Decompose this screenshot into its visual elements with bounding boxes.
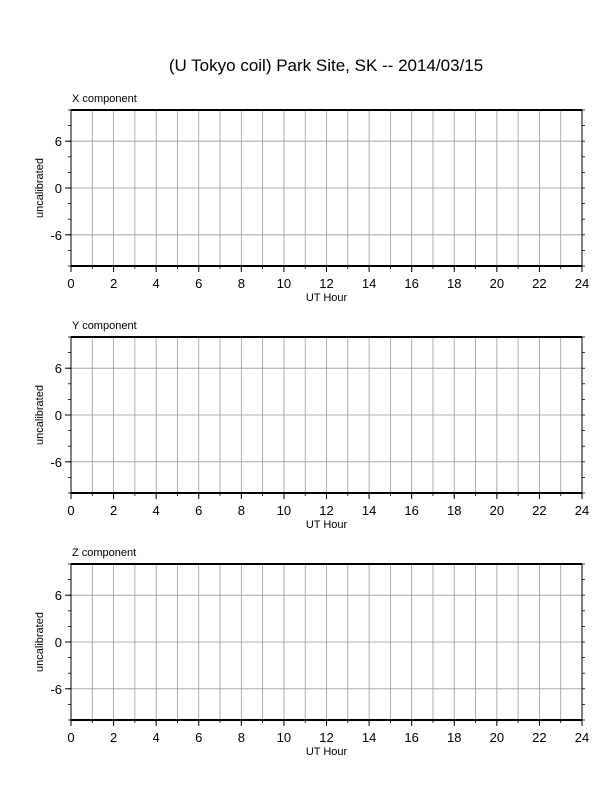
y-tick-label: 0 bbox=[54, 181, 62, 196]
x-tick-label: 12 bbox=[319, 503, 334, 518]
x-tick-label: 22 bbox=[532, 276, 547, 291]
y-tick-label: 6 bbox=[54, 588, 62, 604]
x-tick-label: 24 bbox=[574, 276, 590, 291]
y-axis-label: uncalibrated bbox=[34, 158, 46, 218]
chart-panel-0 bbox=[34, 93, 589, 304]
panel-title: Y component bbox=[72, 320, 137, 332]
x-tick-label: 20 bbox=[489, 276, 505, 291]
y-tick-label: -6 bbox=[50, 227, 62, 243]
x-tick-label: 22 bbox=[532, 503, 547, 518]
x-tick-label: 10 bbox=[276, 503, 292, 518]
x-tick-label: 8 bbox=[237, 276, 245, 291]
x-tick-label: 22 bbox=[532, 730, 547, 745]
x-tick-label: 12 bbox=[319, 276, 334, 291]
x-axis-label: UT Hour bbox=[305, 746, 348, 758]
x-axis-label: UT Hour bbox=[305, 519, 348, 531]
chart-panel-2 bbox=[34, 547, 589, 758]
x-tick-label: 0 bbox=[67, 503, 75, 518]
x-tick-label: 6 bbox=[195, 276, 203, 291]
x-tick-label: 14 bbox=[361, 503, 377, 518]
y-tick-label: 6 bbox=[54, 361, 62, 377]
x-tick-label: 6 bbox=[195, 730, 203, 745]
x-tick-label: 14 bbox=[361, 730, 377, 745]
x-tick-label: 6 bbox=[195, 503, 203, 518]
x-axis-label: UT Hour bbox=[305, 292, 348, 304]
panel-title: X component bbox=[72, 93, 137, 105]
x-tick-label: 4 bbox=[152, 730, 160, 745]
x-tick-label: 20 bbox=[489, 730, 505, 745]
x-tick-label: 14 bbox=[361, 276, 377, 291]
x-tick-label: 2 bbox=[109, 276, 118, 291]
x-tick-label: 0 bbox=[67, 276, 75, 291]
x-tick-label: 16 bbox=[404, 730, 419, 745]
x-tick-label: 10 bbox=[276, 276, 292, 291]
x-tick-label: 4 bbox=[152, 503, 160, 518]
page-title: (U Tokyo coil) Park Site, SK -- 2014/03/15 bbox=[168, 56, 484, 75]
y-axis-label: uncalibrated bbox=[34, 385, 46, 445]
x-tick-label: 2 bbox=[109, 730, 118, 745]
x-tick-label: 16 bbox=[404, 276, 419, 291]
x-tick-label: 8 bbox=[237, 503, 245, 518]
x-tick-label: 12 bbox=[319, 730, 334, 745]
y-tick-label: 6 bbox=[54, 134, 62, 150]
x-tick-label: 18 bbox=[447, 503, 462, 518]
x-tick-label: 8 bbox=[237, 730, 245, 745]
y-tick-label: 0 bbox=[54, 635, 62, 650]
panel-title: Z component bbox=[72, 547, 137, 559]
x-tick-label: 18 bbox=[447, 276, 462, 291]
y-tick-label: -6 bbox=[50, 681, 62, 697]
x-tick-label: 4 bbox=[152, 276, 160, 291]
chart-panel-1 bbox=[34, 320, 589, 531]
x-tick-label: 24 bbox=[574, 730, 590, 745]
y-tick-label: 0 bbox=[54, 408, 62, 423]
x-tick-label: 24 bbox=[574, 503, 590, 518]
x-tick-label: 16 bbox=[404, 503, 419, 518]
y-tick-label: -6 bbox=[50, 454, 62, 470]
x-tick-label: 2 bbox=[109, 503, 118, 518]
y-axis-label: uncalibrated bbox=[34, 612, 46, 672]
x-tick-label: 18 bbox=[447, 730, 462, 745]
x-tick-label: 0 bbox=[67, 730, 75, 745]
x-tick-label: 20 bbox=[489, 503, 505, 518]
x-tick-label: 10 bbox=[276, 730, 292, 745]
